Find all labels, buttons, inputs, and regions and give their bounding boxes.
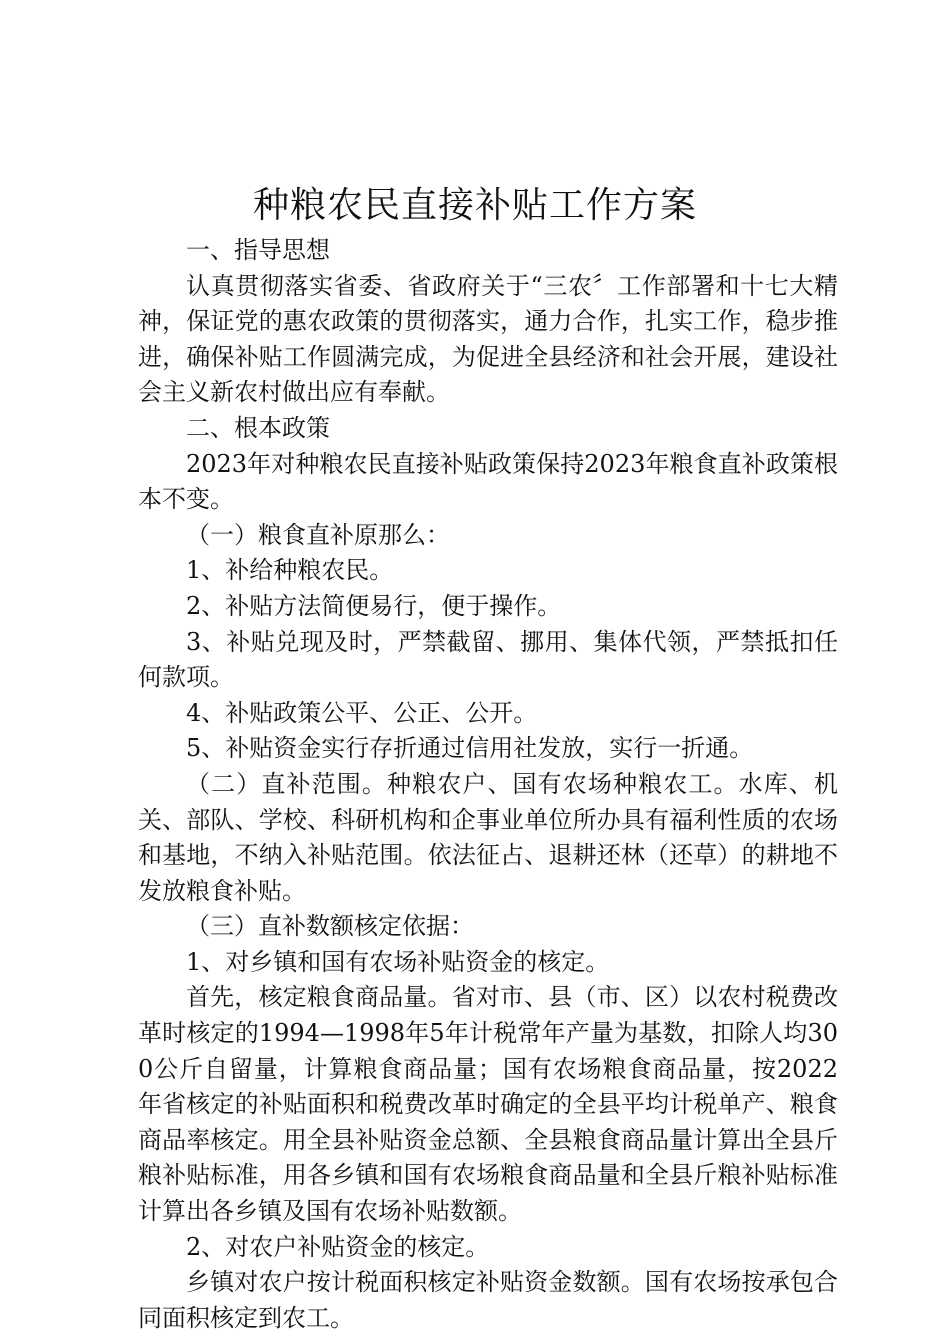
paragraph-farmer-subsidy: 乡镇对农户按计税面积核定补贴资金数额。国有农场按承包合同面积核定到农工。	[138, 1268, 838, 1332]
amount-item-1: 1、对乡镇和国有农场补贴资金的核定。	[186, 947, 610, 976]
subheading-amount-basis: （三）直补数额核定依据：	[186, 912, 474, 941]
paragraph-guiding-ideology: 认真贯彻落实省委、省政府关于“三农〞工作部署和十七大精神，保证党的惠农政策的贯彻落实，通力合作，扎实工作，稳步推进，确保补贴工作圆满完成，为促进全县经济和社会开展，建设社会主义新农村做出应有奉献。	[138, 271, 838, 407]
paragraph-subsidy-scope: （二）直补范围。种粮农户、国有农场种粮农工。水库、机关、部队、学校、科研机构和企事业单位所办具有福利性质的农场和基地，不纳入补贴范围。依法征占、退耕还林（还草）的耕地不发放粮食补贴。	[138, 769, 838, 905]
paragraph-commodity-grain: 首先，核定粮食商品量。省对市、县（市、区）以农村税费改革时核定的1994—1998年5年计税常年产量为基数，扣除人均300公斤自留量，计算粮食商品量；国有农场粮食商品量，按2022年省核定的补贴面积和税费改革时确定的全县平均计税单产、粮食商品率核定。用全县补贴资金总额、全县粮食商品量计算出全县斤粮补贴标准，用各乡镇和国有农场粮食商品量和全县斤粮补贴标准计算出各乡镇及国有农场补贴数额。	[138, 983, 838, 1226]
principle-item-2: 2、补贴方法简便易行，便于操作。	[186, 591, 562, 620]
document-body	[138, 233, 838, 1336]
principle-item-4: 4、补贴政策公平、公正、公开。	[186, 698, 538, 727]
section-heading-guiding-ideology: 一、指导思想	[186, 236, 330, 264]
principle-item-5: 5、补贴资金实行存折通过信用社发放，实行一折通。	[186, 734, 754, 763]
document-title: 种粮农民直接补贴工作方案	[252, 185, 697, 226]
amount-item-2: 2、对农户补贴资金的核定。	[186, 1232, 490, 1261]
section-heading-basic-policy: 二、根本政策	[186, 413, 330, 442]
paragraph-basic-policy: 2023年对种粮农民直接补贴政策保持2023年粮食直补政策根本不变。	[138, 449, 838, 514]
subheading-principles: （一）粮食直补原那么：	[186, 520, 450, 549]
principle-item-3: 3、补贴兑现及时，严禁截留、挪用、集体代领，严禁抵扣任何款项。	[138, 627, 838, 692]
principle-item-1: 1、补给种粮农民。	[186, 556, 394, 585]
